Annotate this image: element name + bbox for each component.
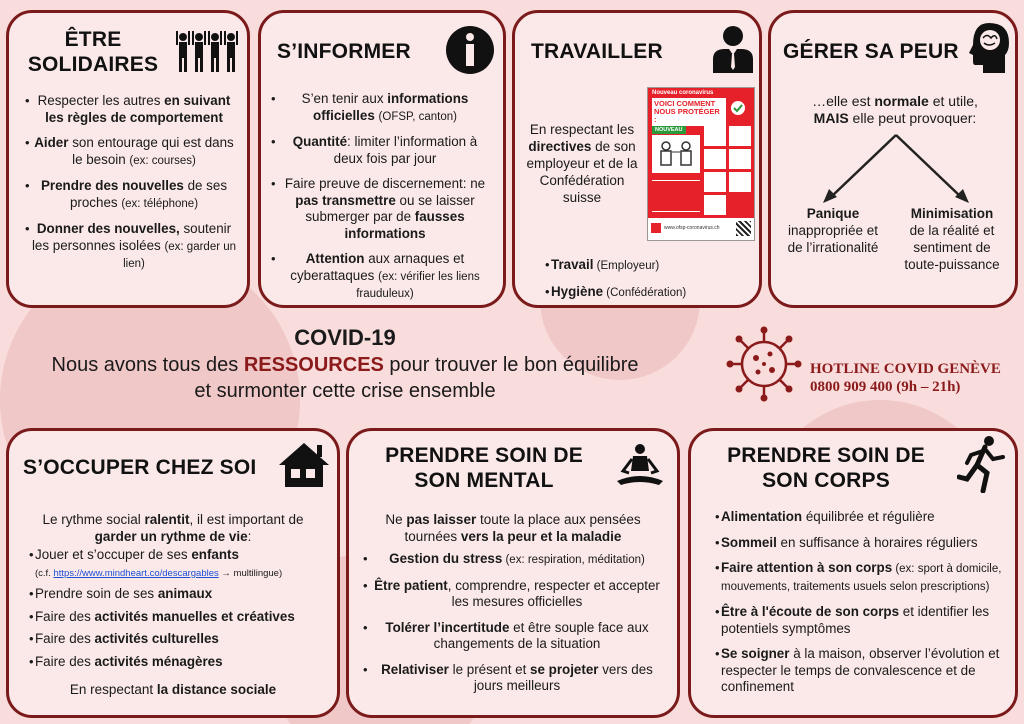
card-peur — [768, 10, 1018, 308]
poster-header: Nouveau coronavirus — [652, 90, 714, 96]
travailler-paragraph: En respectant les directives de son employeur et de la Confédération suisse — [526, 122, 638, 205]
poster-headline: VOICI COMMENT NOUS PROTÉGER : — [652, 98, 726, 126]
list-item: • Jouer et s’occuper de ses enfants (c.f. https://www.mindheart.co/descargables → multilingue) — [35, 547, 335, 580]
title-line-1: PRENDRE SOIN DE — [727, 444, 925, 467]
card-solidaires — [6, 10, 250, 308]
list-item: • Alimentation équilibrée et régulière — [721, 509, 1009, 526]
house-icon — [277, 441, 331, 489]
list-item: • Prendre soin de ses animaux — [35, 586, 335, 603]
card-travailler — [512, 10, 762, 308]
solidaires-list — [31, 93, 237, 282]
list-item: • Attention aux arnaques et cyberattaques (ex: vérifier les liens frauduleux) — [277, 251, 493, 303]
list-item: • S’en tenir aux informations officielles (OFSP, canton) — [277, 91, 493, 125]
poster-badge: NOUVEAU — [652, 126, 686, 134]
center-message — [20, 324, 670, 404]
peur-right: Minimisation de la réalité et sentiment de toute-puissance — [904, 206, 1000, 272]
swiss-cross-icon — [651, 223, 661, 233]
card-title: S’INFORMER — [277, 40, 411, 63]
poster-url: www.ofsp-coronavirus.ch — [664, 225, 720, 231]
card-mental — [346, 428, 680, 718]
mindheart-link[interactable]: https://www.mindheart.co/descargables — [53, 567, 219, 579]
list-item: • Faire des activités manuelles et créatives — [35, 609, 335, 626]
title-line-1: ÊTRE — [64, 28, 122, 51]
list-item: • Faire des activités culturelles — [35, 631, 335, 648]
distance-icon — [658, 140, 694, 168]
card-title: TRAVAILLER — [531, 40, 663, 63]
check-icon — [730, 100, 746, 116]
maison-intro: Le rythme social ralentit, il est important de garder un rythme de vie: — [42, 512, 304, 544]
maison-footer: En respectant la distance sociale — [69, 682, 277, 697]
list-item: • Respecter les autres en suivant les règles de comportement — [31, 93, 237, 126]
title-line-1: PRENDRE SOIN DE — [385, 444, 583, 467]
list-item: • Tolérer l’incertitude et être souple face aux changements de la situation — [369, 620, 665, 653]
card-title: GÉRER SA PEUR — [783, 40, 959, 63]
diverging-arrows-icon — [821, 131, 971, 205]
title-line-2: SON CORPS — [762, 469, 890, 492]
poster-grid — [704, 126, 752, 216]
mental-list — [369, 551, 665, 704]
list-item: • Donner des nouvelles, soutenir les personnes isolées (ex: garder un lien) — [31, 221, 237, 273]
list-item: • Être patient, comprendre, respecter et accepter les mesures officielles — [369, 578, 665, 611]
peur-intro: …elle est normale et utile, MAIS elle peut provoquer: — [812, 93, 978, 126]
peur-left: Panique inappropriée et de l’irrationalité — [787, 206, 879, 255]
list-item: • Faire preuve de discernement: ne pas transmettre ou se laisser submerger par de fausses informations — [277, 176, 493, 242]
info-icon — [445, 25, 495, 75]
hotline-label: HOTLINE COVID GENÈVE — [810, 361, 1001, 377]
page-title: COVID-19 — [294, 325, 396, 350]
list-item: • Sommeil en suffisance à horaires réguliers — [721, 535, 1009, 552]
list-item: • Aider son entourage qui est dans le besoin (ex: courses) — [31, 135, 237, 169]
people-raising-hands-icon — [175, 29, 239, 75]
card-informer — [258, 10, 506, 308]
businessman-icon — [709, 23, 757, 73]
meditation-icon — [615, 443, 665, 489]
card-title — [369, 443, 599, 493]
hotline — [810, 360, 1001, 396]
list-item: • Hygiène (Confédération) — [551, 284, 751, 302]
runner-icon — [957, 435, 1007, 493]
hotline-number[interactable]: 0800 909 400 (9h – 21h) — [810, 379, 961, 395]
list-item: • Gestion du stress (ex: respiration, méditation) — [369, 551, 665, 569]
card-title — [711, 443, 941, 493]
ofsp-poster — [647, 87, 755, 241]
center-line-1: Nous avons tous des RESSOURCES pour trouver le bon équilibre — [51, 354, 639, 376]
informer-list — [277, 91, 493, 308]
list-item: • Faire attention à son corps (ex: sport à domicile, mouvements, traitements usuels selon prescriptions) — [721, 560, 1009, 595]
poster-footer — [648, 218, 754, 240]
virus-icon — [726, 326, 802, 402]
title-line-2: SON MENTAL — [414, 469, 554, 492]
title-line-2: SOLIDAIRES — [27, 53, 159, 76]
brain-head-icon — [967, 21, 1013, 75]
list-item: • Quantité: limiter l’information à deux fois par jour — [277, 134, 493, 167]
center-line-2: et surmonter cette crise ensemble — [194, 380, 496, 402]
qr-code-icon — [736, 221, 751, 236]
card-title — [23, 27, 163, 77]
poster-textlines — [652, 180, 700, 212]
list-item: • Se soigner à la maison, observer l’évolution et respecter le temps de convalescence et de confinement — [721, 646, 1009, 696]
card-title: S’OCCUPER CHEZ SOI — [23, 456, 257, 479]
list-item: • Faire des activités ménagères — [35, 654, 335, 671]
card-maison — [6, 428, 340, 718]
list-item: • Relativiser le présent et se projeter vers des jours meilleurs — [369, 662, 665, 695]
list-item: • Être à l'écoute de son corps et identifier les potentiels symptômes — [721, 604, 1009, 637]
list-item: • Prendre des nouvelles de ses proches (ex: téléphone) — [31, 178, 237, 212]
list-item: • Travail (Employeur) — [551, 257, 751, 275]
card-corps — [688, 428, 1018, 718]
travailler-list — [551, 257, 751, 308]
maison-list — [35, 547, 335, 676]
mental-intro: Ne pas laisser toute la place aux pensées tournées vers la peur et la maladie — [385, 512, 641, 544]
corps-list — [721, 509, 1009, 705]
